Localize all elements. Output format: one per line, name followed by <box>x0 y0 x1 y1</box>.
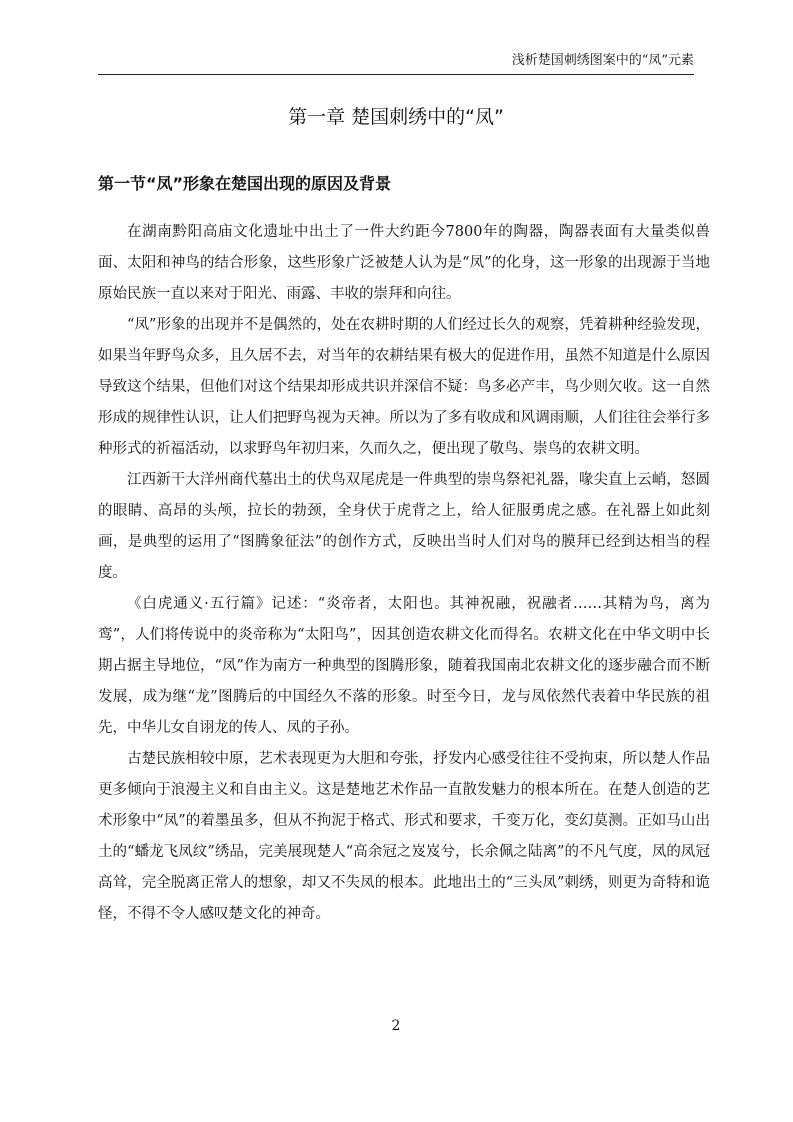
paragraph-3: 江西新干大洋州商代墓出土的伏鸟双尾虎是一件典型的崇鸟祭祀礼器，喙尖直上云峭，怒圆的眼睛、高昂的头颅，拉长的勃颈，全身伏于虎背之上，给人征服勇虎之感。在礼器上如此刻画，是典型的运用了“图腾象征法”的创作方式，反映出当时人们对鸟的膜拜已经到达相当的程度。 <box>98 472 710 581</box>
body-text <box>98 217 710 930</box>
paragraph-4: 《白虎通义·五行篇》记述：“炎帝者，太阳也。其神祝融，祝融者……其精为鸟，离为鸾”，人们将传说中的炎帝称为“太阳鸟”，因其创造农耕文化而得名。农耕文化在中华文明中长期占据主导地位，“凤”作为南方一种典型的图腾形象，随着我国南北农耕文化的逐步融合而不断发展，成为继“龙”图腾后的中国经久不落的形象。时至今日，龙与凤依然代表着中华民族的祖先，中华儿女自诩龙的传人、凤的子孙。 <box>98 596 710 736</box>
running-header: 浅析楚国刺绣图案中的“凤”元素 <box>98 52 694 75</box>
page-number: 2 <box>391 1018 401 1034</box>
section-title: 第一节“凤”形象在楚国出现的原因及背景 <box>98 174 392 193</box>
paragraph-2: “凤”形象的出现并不是偶然的，处在农耕时期的人们经过长久的观察，凭着耕种经验发现，如果当年野鸟众多，且久居不去，对当年的农耕结果有极大的促进作用，虽然不知道是什么原因导致这个结果，但他们对这个结果却形成共识并深信不疑：鸟多必产丰，鸟少则欠收。这一自然形成的规律性认识，让人们把野鸟视为天神。所以为了多有收成和风调雨顺，人们往往会举行多种形式的祈福活动，以求野鸟年初归来，久而久之，便出现了敬鸟、崇鸟的农耕文明。 <box>98 317 710 457</box>
paragraph-5: 古楚民族相较中原，艺术表现更为大胆和夸张，抒发内心感受往往不受拘束，所以楚人作品更多倾向于浪漫主义和自由主义。这是楚地艺术作品一直散发魅力的根本所在。在楚人创造的艺术形象中“凤”的着墨虽多，但从不拘泥于格式、形式和要求，千变万化，变幻莫测。正如马山出土的“蟠龙飞凤纹”绣品，完美展现楚人“高余冠之岌岌兮，长余佩之陆离”的不凡气度，凤的凤冠高耸，完全脱离正常人的想象，却又不失凤的根本。此地出土的“三头凤”刺绣，则更为奇特和诡怪，不得不令人感叹楚文化的神奇。 <box>98 751 710 922</box>
chapter-title: 第一章 楚国刺绣中的“凤” <box>288 106 504 128</box>
paragraph-1: 在湖南黔阳高庙文化遗址中出土了一件大约距今7800年的陶器，陶器表面有大量类似兽面、太阳和神鸟的结合形象，这些形象广泛被楚人认为是“凤”的化身，这一形象的出现源于当地原始民族一直以来对于阳光、雨露、丰收的崇拜和向往。 <box>98 224 710 302</box>
